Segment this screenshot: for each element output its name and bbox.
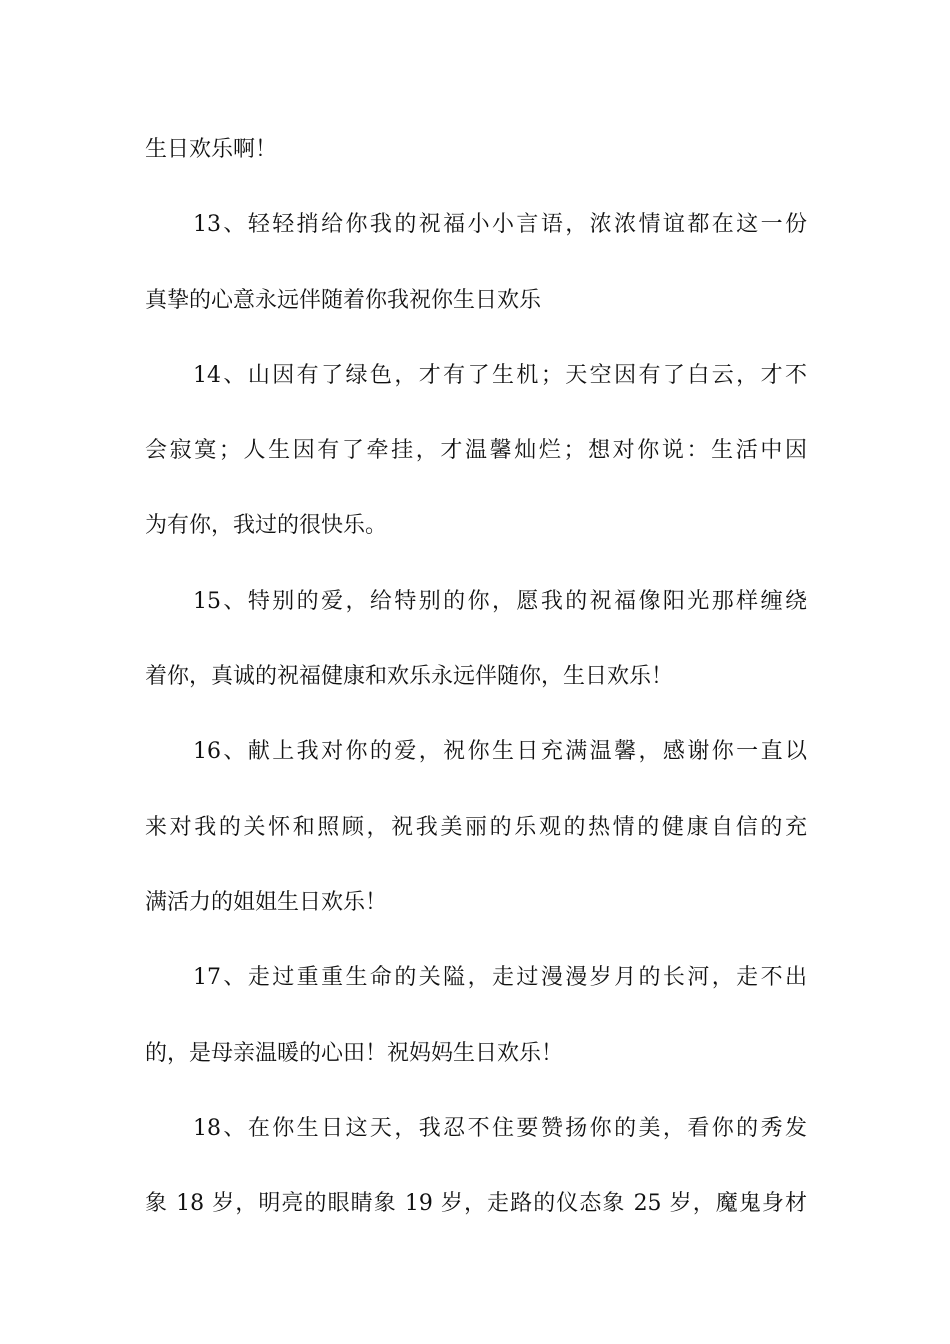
text-line-1: 生日欢乐啊！ — [145, 137, 278, 162]
text-line-10: 来对我的关怀和照顾，祝我美丽的乐观的热情的健康自信的充 — [145, 814, 807, 840]
text-line-11: 满活力的姐姐生日欢乐！ — [145, 889, 388, 915]
text-line-15: 象 18 岁，明亮的眼睛象 19 岁，走路的仪态象 25 岁，魔鬼身材 — [145, 1191, 807, 1217]
text-line-5: 会寂寞；人生因有了牵挂，才温馨灿烂；想对你说：生活中因 — [145, 438, 807, 464]
text-line-9: 16、献上我对你的爱，祝你生日充满温馨，感谢你一直以 — [193, 739, 807, 765]
text-line-4: 14、山因有了绿色，才有了生机；天空因有了白云，才不 — [193, 362, 807, 388]
text-line-7: 15、特别的爱，给特别的你，愿我的祝福像阳光那样缠绕 — [193, 588, 807, 614]
text-line-12: 17、走过重重生命的关隘，走过漫漫岁月的长河，走不出 — [193, 965, 807, 991]
text-line-14: 18、在你生日这天，我忍不住要赞扬你的美，看你的秀发 — [193, 1115, 807, 1141]
text-line-2: 13、轻轻捎给你我的祝福小小言语，浓浓情谊都在这一份 — [193, 212, 807, 238]
text-line-13: 的，是母亲温暖的心田！祝妈妈生日欢乐！ — [145, 1040, 564, 1066]
text-line-8: 着你，真诚的祝福健康和欢乐永远伴随你，生日欢乐！ — [145, 664, 674, 690]
text-line-3: 真挚的心意永远伴随着你我祝你生日欢乐 — [145, 287, 542, 313]
text-line-6: 为有你，我过的很快乐。 — [145, 513, 388, 539]
document-body — [145, 126, 807, 1255]
